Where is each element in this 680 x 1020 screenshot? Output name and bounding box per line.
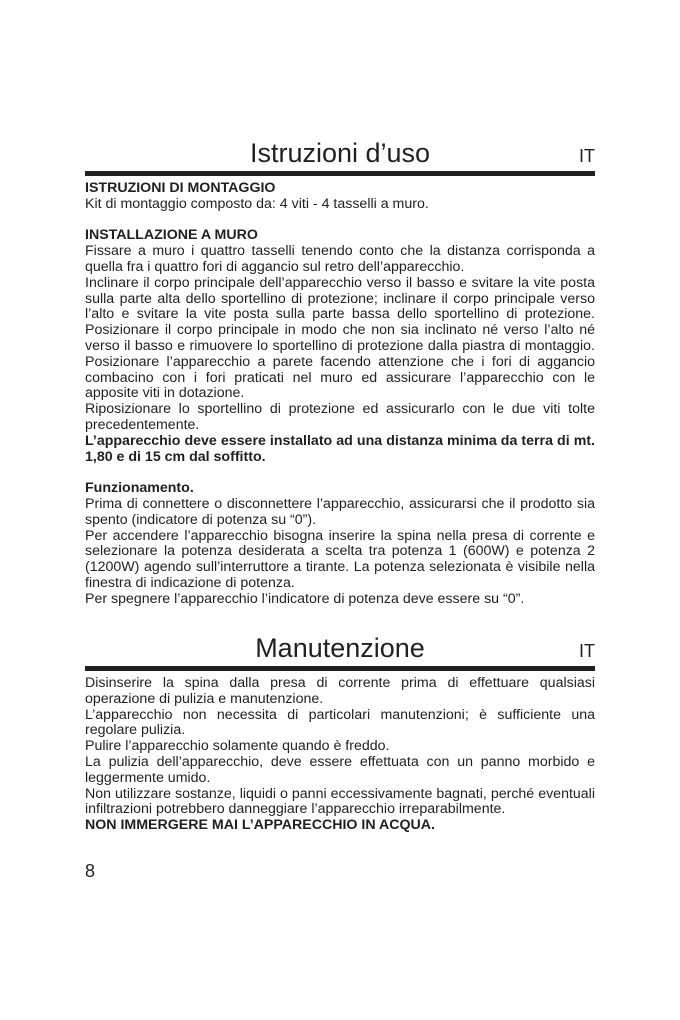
page-number: 8: [85, 861, 96, 881]
operation-heading: Funzionamento.: [85, 480, 194, 497]
install-paragraph: Inclinare il corpo principale dell’apparecchio verso il basso e svitare la vite posta sulla parte alta dello sportellino di protezione; inclinare il corpo principale verso l’alto e svitare la vite posta sulla parte bassa dello sportellino di protezione. Posizionare il corpo principale in modo che non sia inclinato né verso l’alto né verso il basso e rimuovere lo sportellino di protezione dalla piastra di montaggio. Posizionare l’apparecchio a parete facendo attenzione che i fori di aggancio combacino con i fori praticati nel muro ed assicurare l’apparecchio con le apposite viti in dotazione.: [85, 274, 595, 402]
mounting-heading: ISTRUZIONI DI MONTAGGIO: [85, 180, 276, 196]
section-body-usage: [85, 181, 595, 608]
maintenance-paragraph: Pulire l’apparecchio solamente quando è freddo.: [85, 738, 390, 755]
install-warning: L’apparecchio deve essere installato ad una distanza minima da terra di mt. 1,80 e di 15 cm dal soffitto.: [85, 432, 595, 465]
operation-paragraph: Per accendere l’apparecchio bisogna inserire la spina nella presa di corrente e selezionare la potenza desiderata a scelta tra potenza 1 (600W) e potenza 2 (1200W) agendo sull’interruttore a tirante. La potenza selezionata è visibile nella finestra di indicazione di potenza.: [85, 527, 595, 591]
maintenance-paragraph: Non utilizzare sostanze, liquidi o panni eccessivamente bagnati, perché eventuali infiltrazioni potrebbero danneggiare l’apparecchio irreparabilmente.: [85, 785, 595, 818]
mounting-text: Kit di montaggio composto da: 4 viti - 4 tasselli a muro.: [85, 195, 429, 212]
maintenance-paragraph: Disinserire la spina dalla presa di corrente prima di effettuare qualsiasi operazione di pulizia e manutenzione.: [85, 675, 595, 707]
install-heading: INSTALLAZIONE A MURO: [85, 227, 258, 244]
maintenance-paragraph: La pulizia dell’apparecchio, deve essere effettuata con un panno morbido e leggermente umido.: [85, 753, 595, 786]
operation-paragraph: Per spegnere l’apparecchio l’indicatore di potenza deve essere su “0”.: [85, 590, 525, 607]
language-code-maintenance: IT: [579, 641, 595, 661]
maintenance-paragraph: L’apparecchio non necessita di particolari manutenzioni; è sufficiente una regolare pulizia.: [85, 706, 595, 739]
section-body-maintenance: [85, 676, 595, 834]
section-divider-usage: [85, 171, 595, 176]
language-code-usage: IT: [579, 146, 595, 166]
section-divider-maintenance: [85, 666, 595, 671]
section-title-usage: Istruzioni d’uso: [249, 138, 431, 168]
maintenance-warning: NON IMMERGERE MAI L’APPARECCHIO IN ACQUA.: [85, 817, 435, 834]
operation-paragraph: Prima di connettere o disconnettere l’apparecchio, assicurarsi che il prodotto sia spento (indicatore di potenza su “0”).: [85, 495, 595, 528]
section-header-maintenance: [85, 630, 595, 670]
install-paragraph: Riposizionare lo sportellino di protezione ed assicurarlo con le due viti tolte precedentemente.: [85, 401, 595, 433]
section-title-maintenance: Manutenzione: [255, 633, 425, 663]
section-header-usage: [85, 135, 595, 175]
install-paragraph: Fissare a muro i quattro tasselli tenendo conto che la distanza corrisponda a quella fra i quattro fori di aggancio sul retro dell’apparecchio.: [85, 243, 595, 275]
